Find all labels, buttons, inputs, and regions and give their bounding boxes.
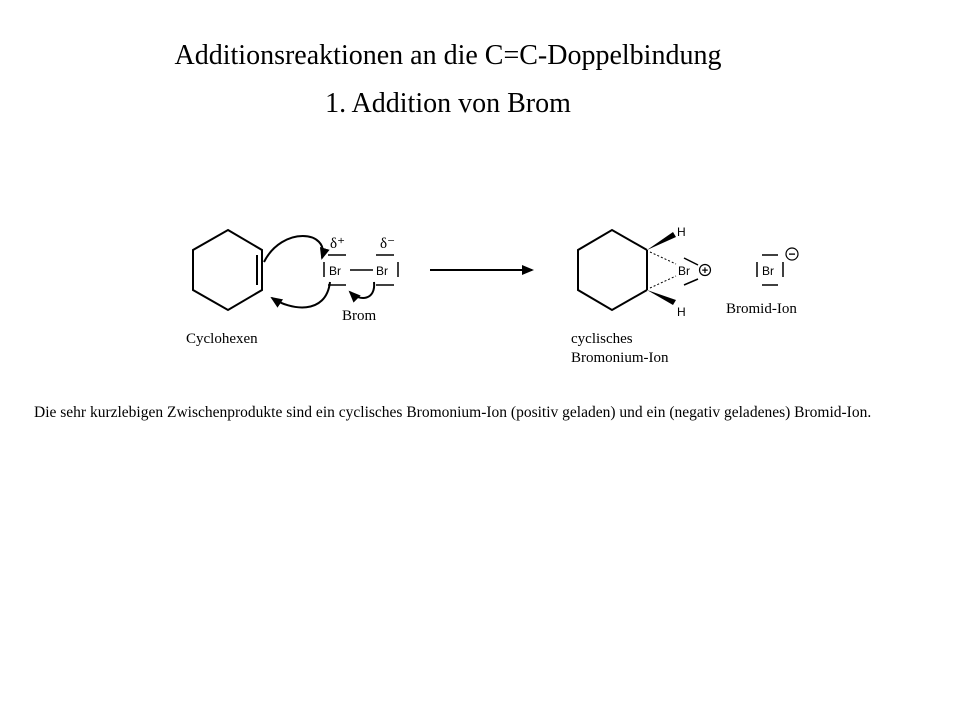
bromide-bromine: Br <box>762 264 774 278</box>
partial-charge-negative: δ⁻ <box>380 236 395 252</box>
wedge-bond-bottom <box>647 290 676 305</box>
curved-arrow-pi-electrons <box>264 236 323 262</box>
slide-title: Additionsreaktionen an die C=C-Doppelbindung <box>174 40 722 71</box>
bromonium-bromine: Br <box>678 264 690 278</box>
cyclohexene-label: Cyclohexen <box>186 331 258 347</box>
curved-arrow-bond-electrons <box>350 282 374 298</box>
bromine-label: Brom <box>342 308 377 324</box>
bromine-atom-right: Br <box>376 264 388 278</box>
bromonium-ring <box>578 230 647 310</box>
bromine-atom-left: Br <box>329 264 341 278</box>
hydrogen-top: H <box>677 225 686 239</box>
wedge-bond-top <box>647 232 676 250</box>
partial-charge-positive: δ⁺ <box>330 236 345 252</box>
slide-subtitle: 1. Addition von Brom <box>325 88 571 119</box>
curved-arrow-to-bromine <box>272 282 330 307</box>
description-text: Die sehr kurzlebigen Zwischenprodukte sind ein cyclisches Bromonium-Ion (positiv geladen) und ein (negativ geladenes) Bromid-Ion. <box>34 404 872 421</box>
cyclohexene-structure <box>193 230 262 310</box>
intermediate-label-line1: cyclisches <box>571 331 633 347</box>
hydrogen-bottom: H <box>677 305 686 319</box>
negative-charge-sign: − <box>788 247 796 261</box>
intermediate-label-line2: Bromonium-Ion <box>571 350 669 366</box>
bromonium-bridge <box>650 252 676 288</box>
bromide-label: Bromid-Ion <box>726 301 797 317</box>
positive-charge-sign: + <box>701 265 709 277</box>
